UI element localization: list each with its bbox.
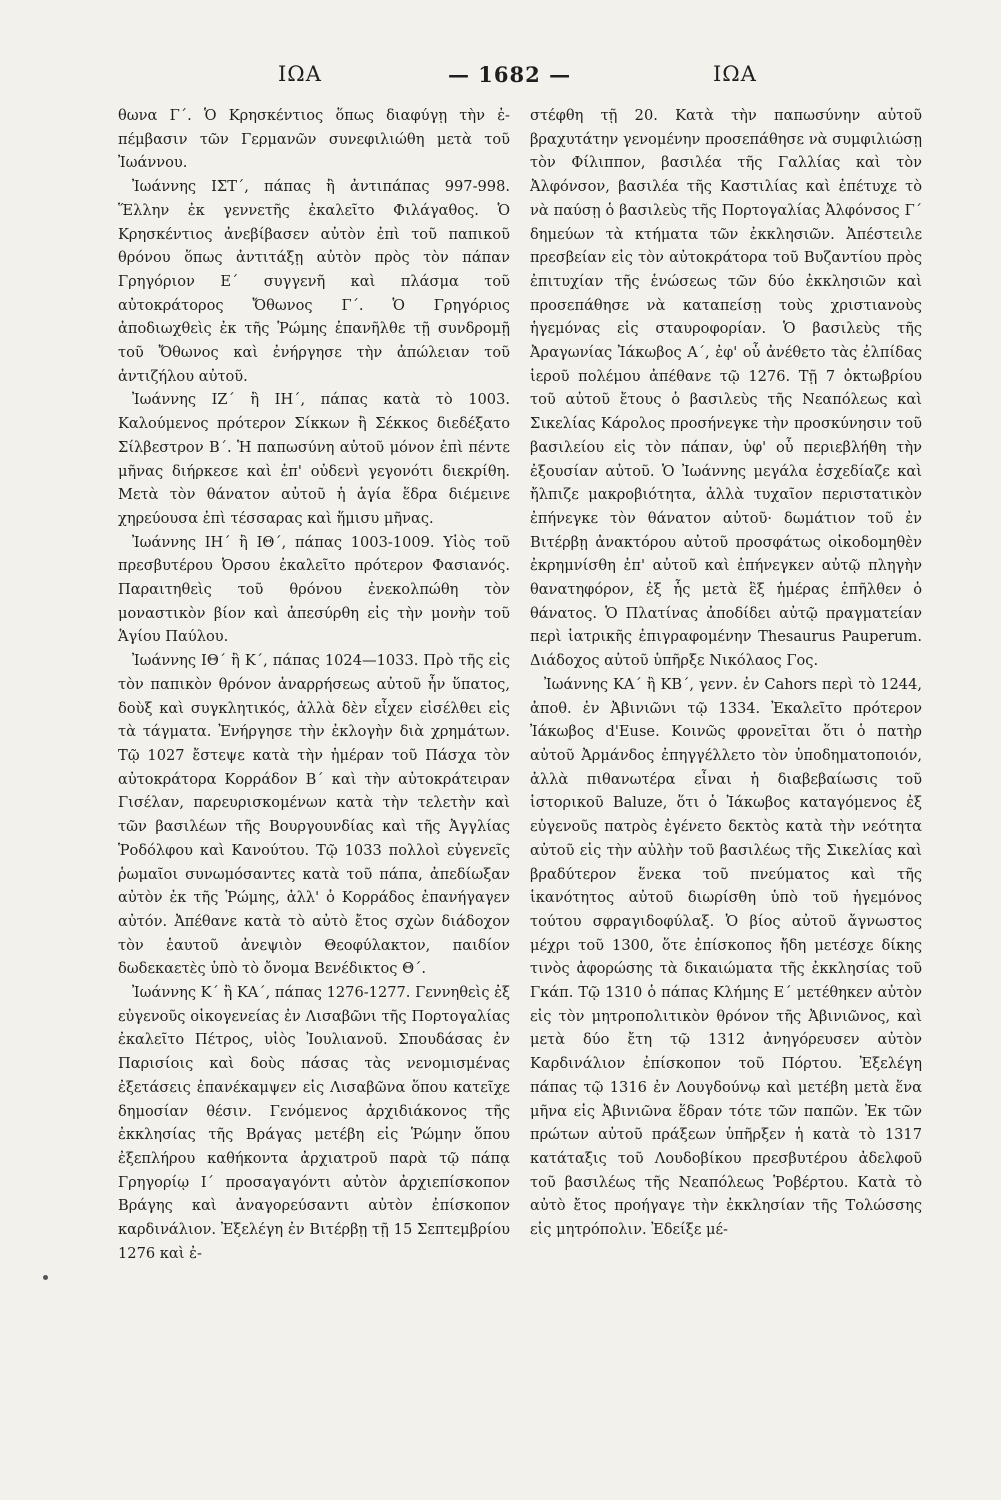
page-number: — 1682 — [448, 62, 572, 87]
entry-paragraph: Ἰωάννης ΙΖ΄ ἢ ΙΗ΄, πάπας κατὰ τὸ 1003. Καλούμενος πρότερον Σίκκων ἢ Σέκκος διεδέξατο Σίλβεστρον Β΄. Ἡ παπωσύνη αὐτοῦ μόνον ἐπὶ πέντε μῆνας διήρκεσε καὶ ἐπ' οὐδενὶ γεγονότι διεκρίθη. Μετὰ τὸν θάνατον αὐτοῦ ἡ ἁγία ἕδρα διέμεινε χηρεύουσα ἐπὶ τέσσαρας καὶ ἥμισυ μῆνας. [118, 391, 510, 527]
header-right-keyword: ΙΩΑ [713, 62, 757, 86]
entry-paragraph: Ἰωάννης Κ΄ ἢ ΚΑ΄, πάπας 1276-1277. Γεννηθεὶς ἐξ εὐγενοῦς οἰκογενείας ἐν Λισαβῶνι τῆς Πορτογαλίας ἐκαλεῖτο Πέτρος, υἱὸς Ἰουλιανοῦ. Σπουδάσας ἐν Παρισίοις καὶ δοὺς πάσας τὰς νενομισμένας ἐξετάσεις ἐπανέκαμψεν εἰς Λισαβῶνα ὅπου κατεῖχε δημοσίαν θέσιν. Γενόμενος ἀρχιδιάκονος τῆς ἐκκλησίας τῆς Βράγας μετέβη εἰς Ῥώμην ὅπου ἐξεπλήρου καθήκοντα ἀρχιατροῦ παρὰ τῷ πάπᾳ Γρηγορίῳ Ι΄ προσαγαγόντι αὐτὸν ἀρχιεπίσκοπον Βράγης καὶ ἀναγορεύσαντι αὐτὸν ἐπίσκοπον καρδινάλιον. Ἐξελέγη ἐν Βιτέρβῃ τῇ 15 Σεπτεμβρίου 1276 καὶ ἐ- [118, 984, 511, 1262]
entry-paragraph: Ἰωάννης ΙΗ΄ ἢ ΙΘ΄, πάπας 1003-1009. Υἱὸς τοῦ πρεσβυτέρου Ὀρσου ἐκαλεῖτο πρότερον Φασιανός. Παραιτηθεὶς τοῦ θρόνου ἐνεκολπώθη τὸν μοναστικὸν βίον καὶ ἀπεσύρθη εἰς τὴν μονὴν τοῦ Ἁγίου Παύλου. [118, 533, 510, 646]
entry-paragraph: Ἰωάννης ΙΘ΄ ἢ Κ΄, πάπας 1024—1033. Πρὸ τῆς εἰς τὸν παπικὸν θρόνον ἀναρρήσεως αὐτοῦ ἦν ὕπατος, δοὺξ καὶ συγκλητικός, ἀλλὰ δὲν εἶχεν εἰσέλθει εἰς τὰ τάγματα. Ἐνήργησε τὴν ἐκλογὴν διὰ χρημάτων. Τῷ 1027 ἔστεψε κατὰ τὴν ἡμέραν τοῦ Πάσχα τὸν αὐτοκράτορα Κορράδον Β΄ καὶ τὴν αὐτοκράτειραν Γισέλαν, παρευρισκομένων κατὰ τὴν τελετὴν καὶ τῶν βασιλέων τῆς Βουργουνδίας καὶ τῆς Ἀγγλίας Ῥοδόλφου καὶ Κανούτου. Τῷ 1033 πολλοὶ εὐγενεῖς ῥωμαῖοι συνωμόσαντες κατὰ τοῦ πάπα, ἀπεδίωξαν αὐτὸν ἐκ τῆς Ῥώμης, ἀλλ' ὁ Κορράδος ἐπανήγαγεν αὐτόν. Ἀπέθανε κατὰ τὸ αὐτὸ ἔτος σχὼν διάδοχον τὸν ἑαυτοῦ ἀνεψιὸν Θεοφύλακτον, παιδίον δωδεκαετὲς ὑπὸ τὸ ὄνομα Βενέδικτος Θ΄. [118, 652, 510, 978]
left-text-column [118, 104, 510, 1265]
entry-paragraph: Ἰωάννης ΙΣΤ΄, πάπας ἢ ἀντιπάπας 997-998. Ἕλλην ἐκ γεννετῆς ἐκαλεῖτο Φιλάγαθος. Ὁ Κρησκέντιος ἀνεβίβασεν αὐτὸν ἐπὶ τοῦ παπικοῦ θρόνου ὅπως ἀντιτάξῃ αὐτὸν πρὸς τὸν πάπαν Γρηγόριον Ε΄ συγγενῆ καὶ πλάσμα τοῦ αὐτοκράτορος Ὄθωνος Γ΄. Ὁ Γρηγόριος ἀποδιωχθεὶς ἐκ τῆς Ῥώμης ἐπανῆλθε τῇ συνδρομῇ τοῦ Ὄθωνος καὶ ἐνήργησε τὴν ἀπώλειαν τοῦ ἀντιζήλου αὐτοῦ. [118, 178, 510, 385]
entry-paragraph: Ἰωάννης ΚΑ΄ ἢ ΚΒ΄, γενν. ἐν Cahors περὶ τὸ 1244, ἀποθ. ἐν Ἀβινιῶνι τῷ 1334. Ἐκαλεῖτο πρότερον Ἰάκωβος d'Euse. Κοινῶς φρονεῖται ὅτι ὁ πατὴρ αὐτοῦ Ἀρμάνδος ἐπηγγέλλετο τὸν ὑποδηματοποιόν, ἀλλὰ πιθανωτέρα εἶναι ἡ διαβεβαίωσις τοῦ ἱστορικοῦ Baluze, ὅτι ὁ Ἰάκωβος καταγόμενος ἐξ εὐγενοῦς πατρὸς ἐγένετο δεκτὸς κατὰ τὴν νεότητα αὐτοῦ εἰς τὴν αὐλὴν τοῦ βασιλέως τῆς Σικελίας καὶ βραδύτερον ἕνεκα τοῦ πνεύματος καὶ τῆς ἱκανότητος αὐτοῦ διωρίσθη ὑπὸ τοῦ ἡγεμόνος τούτου σφραγιδοφύλαξ. Ὁ βίος αὐτοῦ ἄγνωστος μέχρι τοῦ 1300, ὅτε ἐπίσκοπος ἤδη μετέσχε δίκης τινὸς ἀφορώσης τὰ δικαιώματα τῆς ἐκκλησίας τοῦ Γκάπ. Τῷ 1310 ὁ πάπας Κλήμης Ε΄ μετέθηκεν αὐτὸν εἰς τὸν μητροπολιτικὸν θρόνον τῆς Ἀβινιῶνος, καὶ μετὰ δύο ἔτη τῷ 1312 ἀνηγόρευσεν αὐτὸν Καρδινάλιον ἐπίσκοπον τοῦ Πόρτου. Ἐξελέγη πάπας τῷ 1316 ἐν Λουγδούνῳ καὶ μετέβη μετὰ ἕνα μῆνα εἰς Ἀβινιῶνα ἕδραν τότε τῶν παπῶν. Ἐκ τῶν πρώτων αὐτοῦ πράξεων ὑπῆρξεν ἡ κατὰ τὸ 1317 κατάταξις τοῦ Λουδοβίκου πρεσβυτέρου ἀδελφοῦ τοῦ βασιλέως τῆς Νεαπόλεως Ῥοβέρτου. Κατὰ τὸ αὐτὸ ἔτος προήγαγε τὴν ἐκκλησίαν τῆς Τολώσσης εἰς μητρόπολιν. Ἐδείξε μέ- [530, 675, 922, 1239]
paragraph: στέφθη τῇ 20. Κατὰ τὴν παπωσύνην αὐτοῦ βραχυτάτην γενομένην προσεπάθησε νὰ συμφιλιώσῃ τὸν Φίλιππον, βασιλέα τῆς Γαλλίας καὶ τὸν Ἀλφόνσον, βασιλέα τῆς Καστιλίας καὶ ἐπέτυχε τὸ νὰ παύσῃ ὁ βασιλεὺς τῆς Πορτογαλίας Ἀλφόνσος Γ΄ δημεύων τὰ κτήματα τῶν ἐκκλησιῶν. Ἀπέστειλε πρεσβείαν εἰς τὸν αὐτοκράτορα τοῦ Βυζαντίου πρὸς ἐπιτυχίαν τῆς ἑνώσεως τῶν δύο ἐκκλησιῶν καὶ προσεπάθησε νὰ καταπείσῃ τοὺς χριστιανοὺς ἡγεμόνας εἰς σταυροφορίαν. Ὁ βασιλεὺς τῆς Ἀραγωνίας Ἰάκωβος Α΄, ἐφ' οὗ ἀνέθετο τὰς ἐλπίδας ἱεροῦ πολέμου ἀπέθανε τῷ 1276. Τῇ 7 ὀκτωβρίου τοῦ αὐτοῦ ἔτους ὁ βασιλεὺς τῆς Νεαπόλεως καὶ Σικελίας Κάρολος προσήνεγκε τὴν προσκύνησιν τοῦ βασιλείου εἰς τὸν πάπαν, ὑφ' οὗ περιεβλήθη τὴν ἐξουσίαν αὐτοῦ. Ὁ Ἰωάννης μεγάλα ἐσχεδίαζε καὶ ἤλπιζε μακροβιότητα, ἀλλὰ τυχαῖον περιστατικὸν ἐπήνεγκε τὸν θάνατον αὐτοῦ· δωμάτιον τοῦ ἐν Βιτέρβῃ ἀνακτόρου αὐτοῦ προσφάτως οἰκοδομηθὲν ἐκρημνίσθη ἐπ' αὐτοῦ καὶ ἐπήνεγκεν αὐτῷ πληγὴν θανατηφόρον, ἐξ ἧς μετὰ ἓξ ἡμέρας ἐπῆλθεν ὁ θάνατος. Ὁ Πλατίνας ἀποδίδει αὐτῷ πραγματείαν περὶ ἰατρικῆς ἐπιγραφομένην Thesaurus Pauperum. Διάδοχος αὐτοῦ ὑπῆρξε Νικόλαος Γος. [530, 107, 922, 670]
right-text-column [530, 104, 922, 1242]
ink-speck [43, 1275, 48, 1280]
header-left-keyword: ΙΩΑ [278, 62, 322, 86]
paragraph: θωνα Γ΄. Ὁ Κρησκέντιος ὅπως διαφύγῃ τὴν ἐ-πέμβασιν τῶν Γερμανῶν συνεφιλιώθη μετὰ τοῦ Ἰωάννου. [118, 107, 510, 172]
running-header [108, 62, 908, 92]
